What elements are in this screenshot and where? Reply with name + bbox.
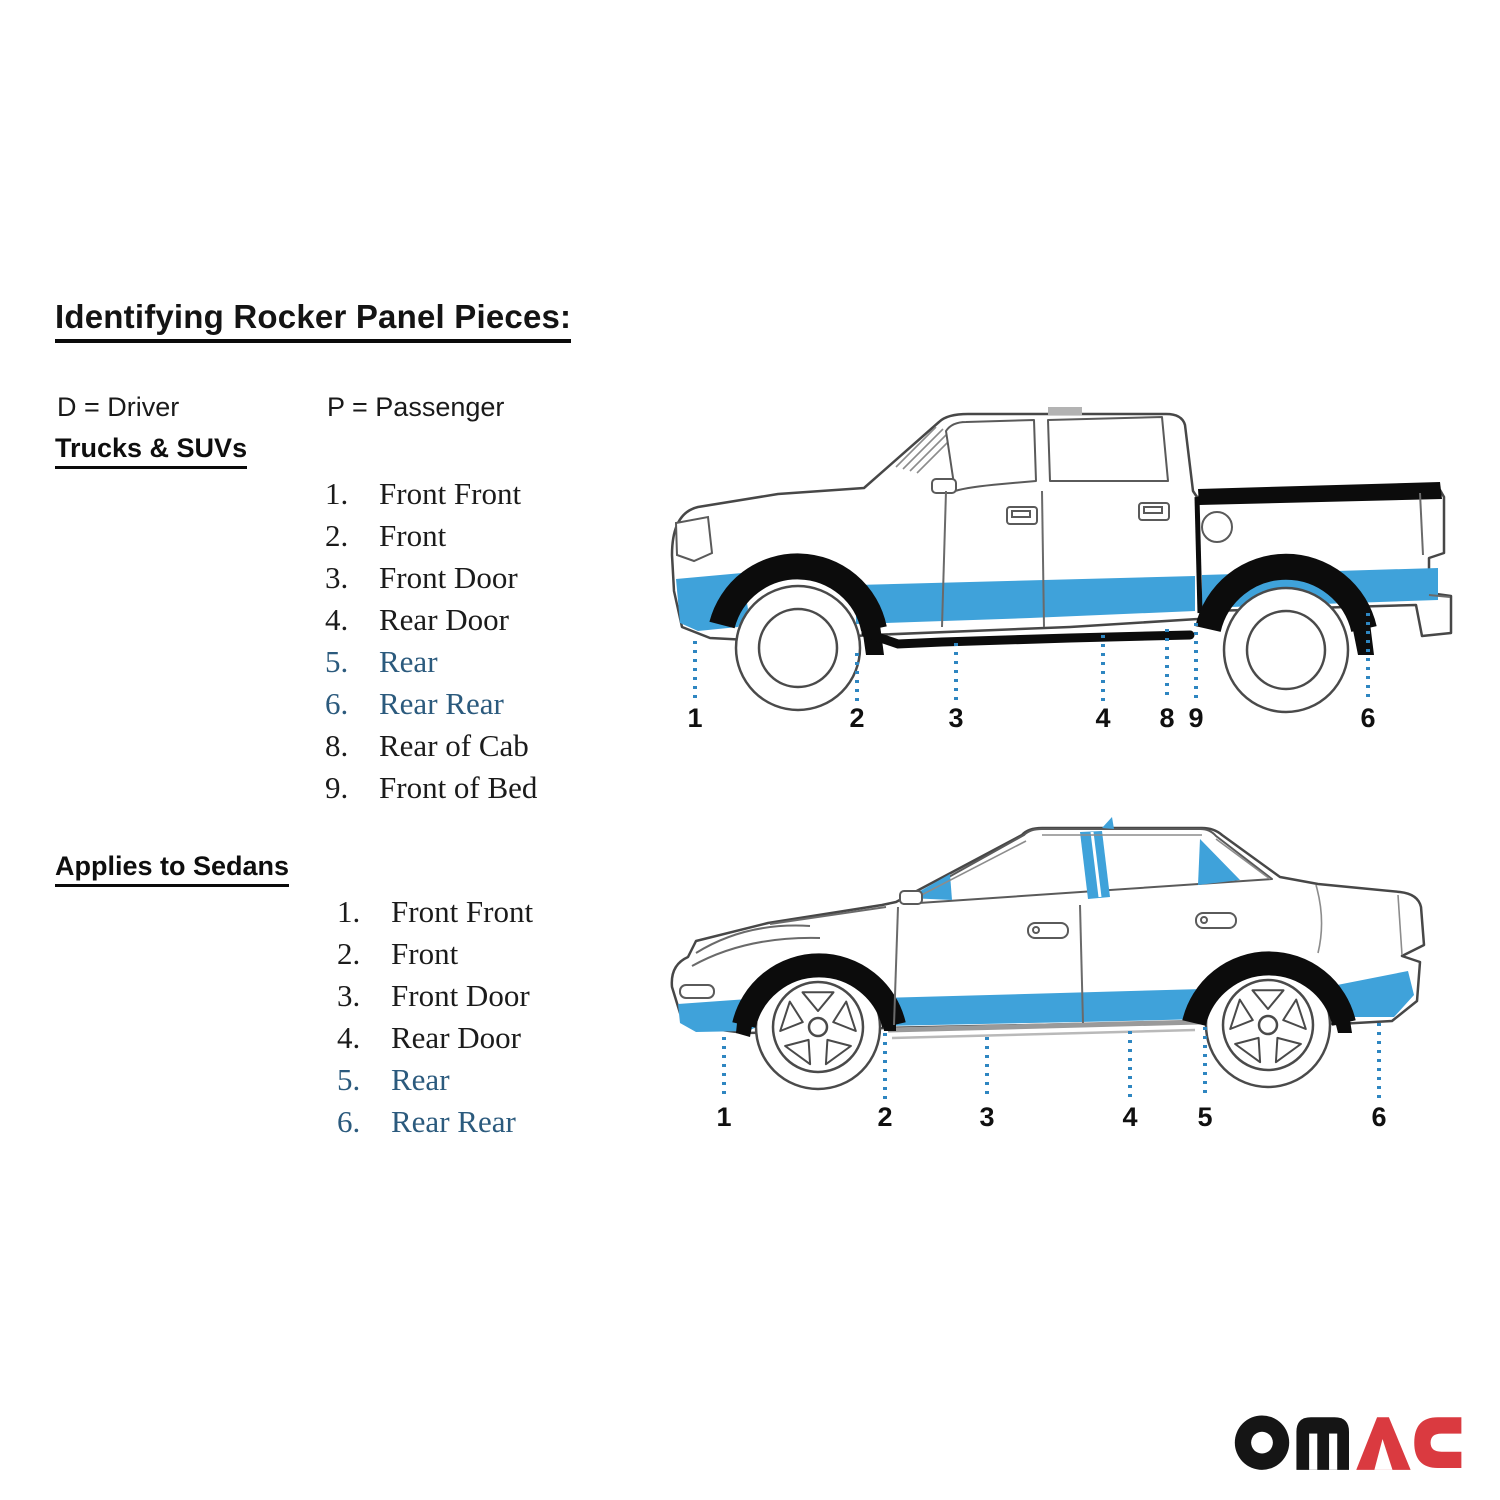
truck-callout-6: 6 — [1360, 703, 1376, 733]
list-item-number: 3. — [337, 978, 361, 1013]
truck-callout-9: 9 — [1188, 703, 1204, 733]
page-title: Identifying Rocker Panel Pieces: — [55, 298, 571, 343]
front-grille-slot — [680, 985, 714, 998]
list-item-number: 1. — [337, 894, 361, 929]
list-item-label: Rear — [379, 644, 438, 679]
list-item-label: Front — [391, 936, 459, 971]
front-door-handle — [1028, 923, 1068, 938]
headlight — [676, 517, 712, 561]
panel-list-item — [325, 725, 665, 767]
trucks-suvs-heading: Trucks & SUVs — [55, 433, 247, 469]
panel-list-item — [325, 599, 665, 641]
panel-list-item — [325, 557, 665, 599]
list-item-number: 2. — [325, 518, 349, 553]
list-item-number: 9. — [325, 770, 349, 805]
list-item-label: Front Front — [391, 894, 534, 929]
rear-door-handle — [1196, 913, 1236, 928]
sedan-callout-4: 4 — [1122, 1102, 1138, 1132]
truck-callout-4: 4 — [1095, 703, 1111, 733]
panel-list-item — [325, 473, 665, 515]
truck-front-wheel-icon — [736, 586, 860, 710]
list-item-label: Front — [379, 518, 447, 553]
side-mirror — [932, 479, 956, 493]
list-item-label: Rear Door — [379, 602, 509, 637]
truck-rear-door-window — [1048, 417, 1168, 481]
truck-rear-wheel-icon — [1224, 588, 1348, 712]
truck-callout-8: 8 — [1159, 703, 1175, 733]
list-item-number: 5. — [325, 644, 349, 679]
truck-front-door-window — [946, 420, 1036, 491]
panel-list-item — [337, 1059, 677, 1101]
sedan-callout-5: 5 — [1197, 1102, 1213, 1132]
panel-list-item — [337, 975, 677, 1017]
rear-mud-flap — [1352, 623, 1374, 655]
list-item-number: 5. — [337, 1062, 361, 1097]
front-door-handle — [1007, 507, 1037, 524]
roof-pillar-tick — [1102, 817, 1114, 829]
legend-driver: D = Driver — [57, 392, 180, 422]
list-item-number: 6. — [337, 1104, 361, 1139]
logo-letter-o — [1235, 1415, 1289, 1469]
cab-bed-gap-line — [1197, 497, 1200, 613]
list-item-number: 4. — [325, 602, 349, 637]
list-item-label: Rear Door — [391, 1020, 521, 1055]
list-item-label: Rear Rear — [391, 1104, 516, 1139]
truck-callout-3: 3 — [948, 703, 964, 733]
logo-letter-m — [1296, 1417, 1349, 1470]
sedan-diagram — [650, 795, 1500, 1135]
panel-list-item — [337, 891, 677, 933]
rear-door-handle — [1139, 503, 1169, 520]
sedans-heading: Applies to Sedans — [55, 851, 289, 887]
panel-list-item — [337, 1101, 677, 1143]
list-item-number: 2. — [337, 936, 361, 971]
sedan-callout-3: 3 — [979, 1102, 995, 1132]
running-board — [866, 633, 1190, 644]
list-item-number: 3. — [325, 560, 349, 595]
list-item-label: Rear Rear — [379, 686, 504, 721]
panel-list-item — [325, 641, 665, 683]
legend-passenger: P = Passenger — [327, 392, 505, 422]
truck-diagram — [650, 395, 1500, 735]
list-item-number: 4. — [337, 1020, 361, 1055]
side-mirror — [900, 891, 922, 904]
sedan-callout-6: 6 — [1371, 1102, 1387, 1132]
truck-callout-2: 2 — [849, 703, 865, 733]
truck-panel-list — [325, 473, 665, 809]
logo-letter-c — [1414, 1417, 1461, 1468]
list-item-label: Front Door — [391, 978, 530, 1013]
list-item-label: Front Door — [379, 560, 518, 595]
truck-callout-1: 1 — [687, 703, 703, 733]
sedan-callout-2: 2 — [877, 1102, 893, 1132]
roof-marker — [1048, 407, 1082, 415]
panel-list-item — [337, 1017, 677, 1059]
panel-list-item — [325, 683, 665, 725]
omac-logo — [1233, 1406, 1465, 1472]
list-item-number: 8. — [325, 728, 349, 763]
panel-list-item — [325, 515, 665, 557]
sedan-callout-1: 1 — [716, 1102, 732, 1132]
list-item-label: Rear — [391, 1062, 450, 1097]
panel-list-item — [325, 767, 665, 809]
sedan-panel-list — [337, 891, 677, 1143]
list-item-label: Front Front — [379, 476, 522, 511]
panel-list-item — [337, 933, 677, 975]
list-item-label: Front of Bed — [379, 770, 538, 805]
list-item-label: Rear of Cab — [379, 728, 529, 763]
list-item-number: 6. — [325, 686, 349, 721]
fuel-cap — [1202, 512, 1232, 542]
list-item-number: 1. — [325, 476, 349, 511]
logo-letter-a — [1356, 1417, 1410, 1470]
